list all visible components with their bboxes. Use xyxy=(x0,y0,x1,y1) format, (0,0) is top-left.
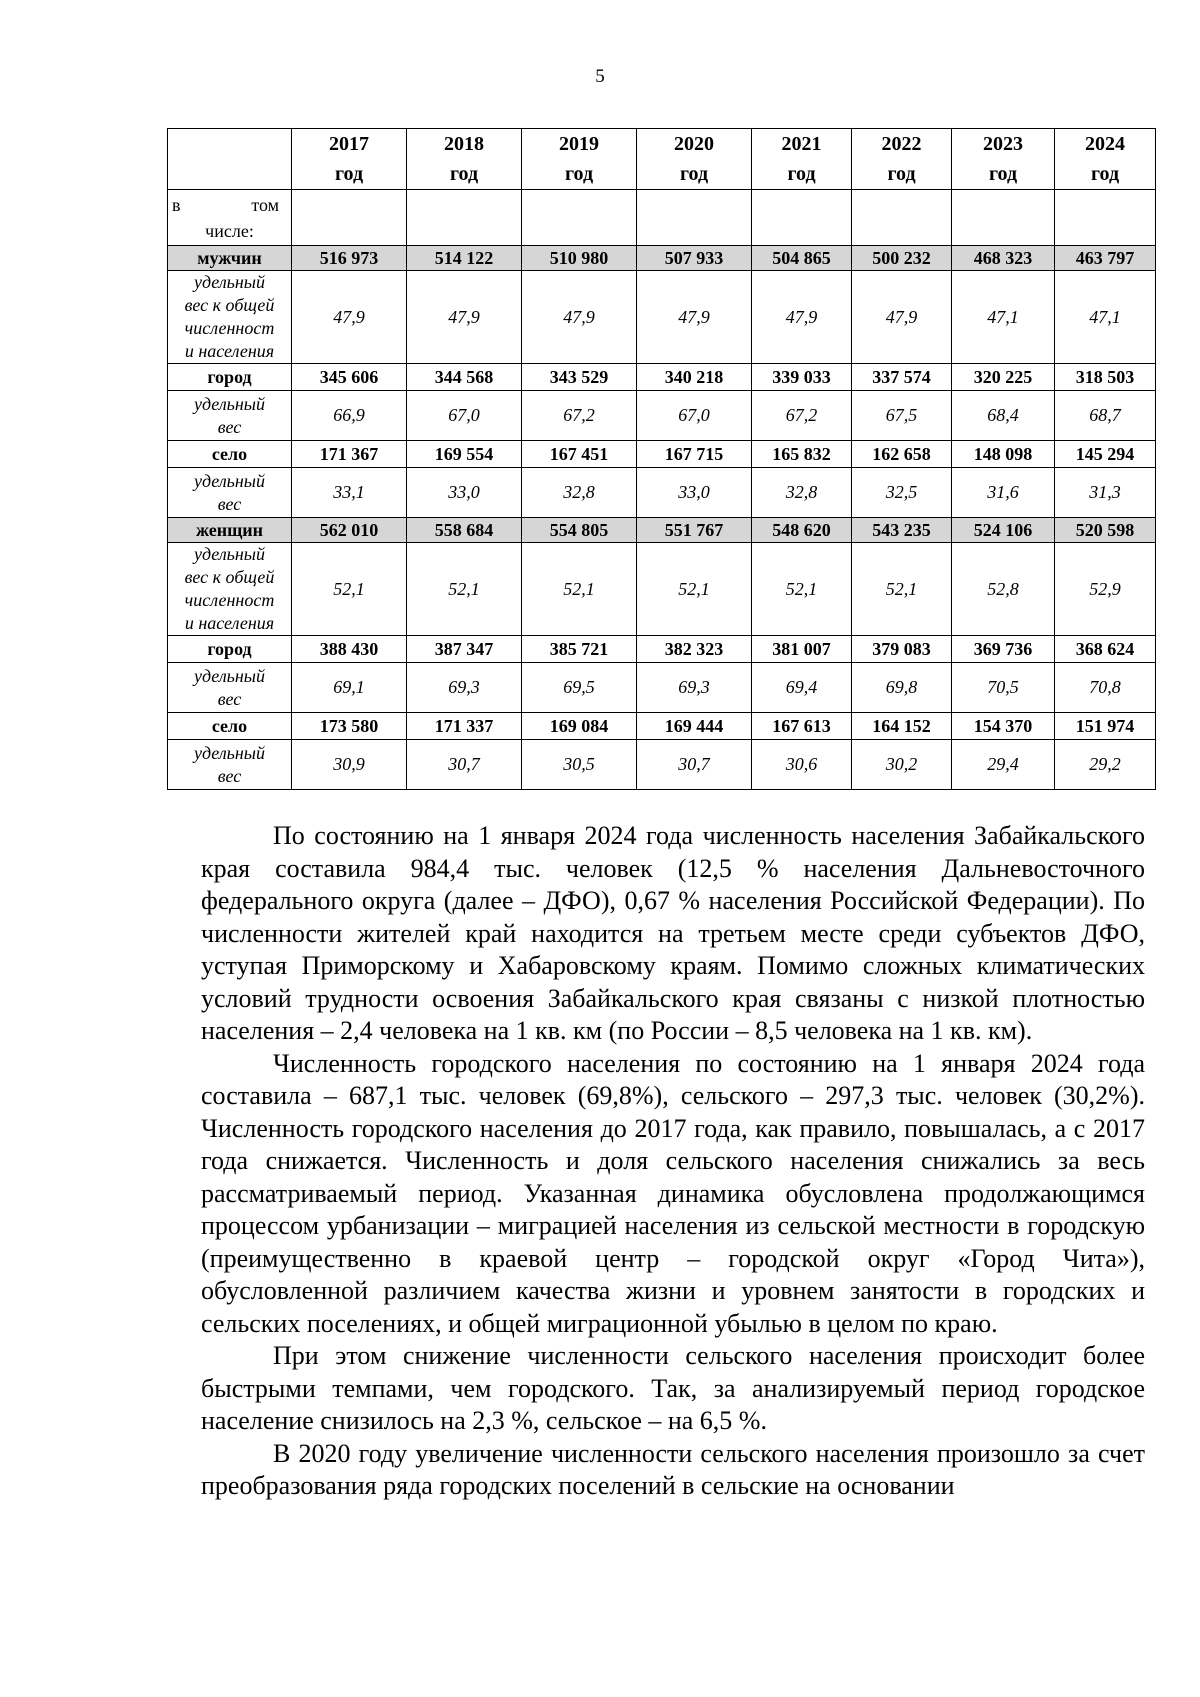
row-label: город xyxy=(168,364,292,391)
row-label: мужчин xyxy=(168,246,292,271)
table-cell: 369 736 xyxy=(952,636,1055,663)
table-row xyxy=(168,518,1156,543)
table-row xyxy=(168,636,1156,663)
table-row xyxy=(168,663,1156,713)
table-cell: 148 098 xyxy=(952,441,1055,468)
row-label-line: удельный xyxy=(194,272,265,292)
row-label-line: и населения xyxy=(184,613,275,633)
row-label-line: вес к общей xyxy=(184,295,275,315)
table-cell: 52,8 xyxy=(952,543,1055,636)
table-cell: 154 370 xyxy=(952,713,1055,740)
table-cell: 343 529 xyxy=(522,364,637,391)
table-cell: 463 797 xyxy=(1055,246,1156,271)
table-cell: 47,9 xyxy=(292,271,407,364)
year-header: 2022 год xyxy=(852,129,952,190)
table-cell: 504 865 xyxy=(752,246,852,271)
table-cell: 69,3 xyxy=(637,663,752,713)
table-cell: 47,9 xyxy=(852,271,952,364)
paragraph: При этом снижение численности сельского населения происходит более быстрыми темпами, чем городского. Так, за анализируемый период городское население снизилось на 2,3 %, сельское – на 6,5 %. xyxy=(201,1341,1145,1435)
table-row xyxy=(168,468,1156,518)
year-header: 2020 год xyxy=(637,129,752,190)
row-label-line: вес xyxy=(217,688,242,709)
table-row xyxy=(168,246,1156,271)
table-cell: 33,1 xyxy=(292,468,407,518)
intro-row xyxy=(168,190,1156,246)
year-header: 2023 год xyxy=(952,129,1055,190)
table-cell: 70,8 xyxy=(1055,663,1156,713)
table-cell: 32,5 xyxy=(852,468,952,518)
table-cell: 47,9 xyxy=(752,271,852,364)
table-cell: 30,9 xyxy=(292,740,407,790)
table-cell: 524 106 xyxy=(952,518,1055,543)
year-header: 2017 год xyxy=(292,129,407,190)
table-row xyxy=(168,441,1156,468)
table-cell: 500 232 xyxy=(852,246,952,271)
row-label xyxy=(168,543,292,636)
row-label-line: удельный xyxy=(194,544,265,564)
table-cell: 68,4 xyxy=(952,391,1055,441)
year-header: 2019 год xyxy=(522,129,637,190)
table-cell: 554 805 xyxy=(522,518,637,543)
page-number: 5 xyxy=(595,66,605,87)
row-label-line: вес к общей xyxy=(184,567,275,587)
row-label-line: вес xyxy=(217,765,242,786)
table-cell: 47,1 xyxy=(1055,271,1156,364)
row-label-line: численност xyxy=(184,318,275,338)
table-cell: 52,1 xyxy=(292,543,407,636)
table-cell: 169 084 xyxy=(522,713,637,740)
table-cell: 30,6 xyxy=(752,740,852,790)
table-cell: 67,0 xyxy=(637,391,752,441)
table-cell: 30,2 xyxy=(852,740,952,790)
year-header: 2021 год xyxy=(752,129,852,190)
table-row xyxy=(168,740,1156,790)
table-row xyxy=(168,271,1156,364)
table-cell: 171 337 xyxy=(407,713,522,740)
table-cell: 320 225 xyxy=(952,364,1055,391)
table-cell: 164 152 xyxy=(852,713,952,740)
table-cell: 67,2 xyxy=(522,391,637,441)
table-cell: 52,1 xyxy=(752,543,852,636)
table-cell: 379 083 xyxy=(852,636,952,663)
body-text xyxy=(201,820,1145,1503)
row-label xyxy=(168,663,292,713)
table-cell: 385 721 xyxy=(522,636,637,663)
table-cell: 47,1 xyxy=(952,271,1055,364)
row-label: женщин xyxy=(168,518,292,543)
row-label-line: удельный xyxy=(194,393,265,414)
table-cell: 167 613 xyxy=(752,713,852,740)
table-cell: 382 323 xyxy=(637,636,752,663)
table-cell: 52,9 xyxy=(1055,543,1156,636)
table-cell: 30,7 xyxy=(407,740,522,790)
table-cell: 169 554 xyxy=(407,441,522,468)
table-cell: 388 430 xyxy=(292,636,407,663)
table-cell: 52,1 xyxy=(407,543,522,636)
header-corner xyxy=(168,129,292,190)
table-cell: 67,5 xyxy=(852,391,952,441)
table-cell: 69,5 xyxy=(522,663,637,713)
table-cell: 33,0 xyxy=(637,468,752,518)
table-cell: 69,1 xyxy=(292,663,407,713)
table-cell: 387 347 xyxy=(407,636,522,663)
table-cell: 52,1 xyxy=(852,543,952,636)
table-cell: 173 580 xyxy=(292,713,407,740)
row-label-line: и населения xyxy=(184,341,275,361)
table-cell: 169 444 xyxy=(637,713,752,740)
table-cell: 67,0 xyxy=(407,391,522,441)
paragraph: По состоянию на 1 января 2024 года численность населения Забайкальского края составила 984,4 тыс. человек (12,5 % населения Дальневосточного федерального округа (далее – ДФО), 0,67 % населения Российской Федерации). По численности жителей край находится на третьем месте среди субъектов ДФО, уступая Приморскому и Хабаровскому краям. Помимо сложных климатических условий трудности освоения Забайкальского края связаны с низкой плотностью населения – 2,4 человека на 1 кв. км (по России – 8,5 человека на 1 кв. км). xyxy=(201,821,1145,1045)
table-cell: 337 574 xyxy=(852,364,952,391)
table-cell: 29,4 xyxy=(952,740,1055,790)
table-cell: 520 598 xyxy=(1055,518,1156,543)
table-cell: 339 033 xyxy=(752,364,852,391)
table-cell: 69,8 xyxy=(852,663,952,713)
table-cell: 145 294 xyxy=(1055,441,1156,468)
table-cell: 30,5 xyxy=(522,740,637,790)
year-header: 2024 год xyxy=(1055,129,1156,190)
table-cell: 52,1 xyxy=(637,543,752,636)
table-cell: 31,3 xyxy=(1055,468,1156,518)
table-cell: 67,2 xyxy=(752,391,852,441)
population-table xyxy=(167,128,1156,790)
table-cell: 31,6 xyxy=(952,468,1055,518)
table-cell: 345 606 xyxy=(292,364,407,391)
table-cell: 151 974 xyxy=(1055,713,1156,740)
table-cell: 510 980 xyxy=(522,246,637,271)
table-cell: 344 568 xyxy=(407,364,522,391)
row-label xyxy=(168,271,292,364)
table-row xyxy=(168,364,1156,391)
row-label-line: удельный xyxy=(194,470,265,491)
row-label: город xyxy=(168,636,292,663)
table-cell: 507 933 xyxy=(637,246,752,271)
row-label-line: вес xyxy=(217,493,242,514)
year-header: 2018 год xyxy=(407,129,522,190)
table-cell: 551 767 xyxy=(637,518,752,543)
table-cell: 32,8 xyxy=(752,468,852,518)
table-cell: 165 832 xyxy=(752,441,852,468)
table-cell: 47,9 xyxy=(407,271,522,364)
table-cell: 29,2 xyxy=(1055,740,1156,790)
intro-label: в том числе: xyxy=(168,190,292,246)
row-label: село xyxy=(168,713,292,740)
table-cell: 66,9 xyxy=(292,391,407,441)
table-row xyxy=(168,713,1156,740)
table-cell: 340 218 xyxy=(637,364,752,391)
table-cell: 516 973 xyxy=(292,246,407,271)
table-cell: 171 367 xyxy=(292,441,407,468)
row-label-line: вес xyxy=(217,416,242,437)
paragraph: Численность городского населения по состоянию на 1 января 2024 года составила – 687,1 тыс. человек (69,8%), сельского – 297,3 тыс. человек (30,2%). Численность городского населения до 2017 года, как правило, повышалась, а с 2017 года снижается. Численность и доля сельского населения снижались за весь рассматриваемый период. Указанная динамика обусловлена продолжающимся процессом урбанизации – миграцией населения из сельской местности в городскую (преимущественно в краевой центр – городской округ «Город Чита»), обусловленной различием качества жизни и уровнем занятости в городских и сельских поселениях, и общей миграционной убылью в целом по краю. xyxy=(201,1048,1145,1338)
row-label-line: численност xyxy=(184,590,275,610)
table-cell: 47,9 xyxy=(522,271,637,364)
table-cell: 368 624 xyxy=(1055,636,1156,663)
header-row xyxy=(168,129,1156,190)
table-cell: 69,3 xyxy=(407,663,522,713)
table-cell: 318 503 xyxy=(1055,364,1156,391)
table-cell: 32,8 xyxy=(522,468,637,518)
table-cell: 558 684 xyxy=(407,518,522,543)
table-cell: 47,9 xyxy=(637,271,752,364)
table-cell: 69,4 xyxy=(752,663,852,713)
table-cell: 70,5 xyxy=(952,663,1055,713)
table-cell: 52,1 xyxy=(522,543,637,636)
table-cell: 381 007 xyxy=(752,636,852,663)
table-cell: 30,7 xyxy=(637,740,752,790)
row-label xyxy=(168,468,292,518)
table-cell: 68,7 xyxy=(1055,391,1156,441)
row-label-line: удельный xyxy=(194,742,265,763)
table-cell: 468 323 xyxy=(952,246,1055,271)
row-label-line: удельный xyxy=(194,665,265,686)
table-cell: 167 715 xyxy=(637,441,752,468)
table-cell: 543 235 xyxy=(852,518,952,543)
table-row xyxy=(168,391,1156,441)
table-cell: 33,0 xyxy=(407,468,522,518)
table-row xyxy=(168,543,1156,636)
row-label: село xyxy=(168,441,292,468)
table-cell: 514 122 xyxy=(407,246,522,271)
paragraph: В 2020 году увеличение численности сельского населения произошло за счет преобразования ряда городских поселений в сельские на основании xyxy=(201,1438,1145,1500)
table-cell: 167 451 xyxy=(522,441,637,468)
table-cell: 162 658 xyxy=(852,441,952,468)
table-cell: 548 620 xyxy=(752,518,852,543)
row-label xyxy=(168,740,292,790)
table-cell: 562 010 xyxy=(292,518,407,543)
row-label xyxy=(168,391,292,441)
